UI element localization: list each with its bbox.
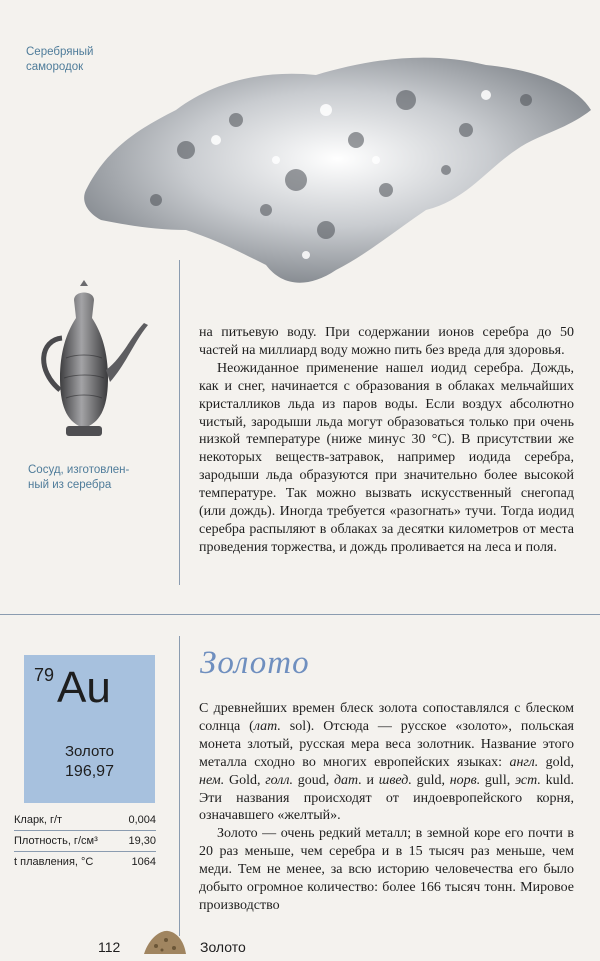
gold-paragraph-1: С древнейших времен блеск золота сопоставлялся с блеском солнца (лат. sol). Отсюда — русское «золото», польская монета злотый, русская мера веса золотник. Название этого металла сходно во многих европейских языках: англ. gold, нем. Gold, голл. goud, дат. и швед. guld, норв. gull, эст. kuld. Эти названия происходят от индоевропейского корня, означавшего «желтый».	[199, 701, 575, 824]
property-value: 1064	[131, 856, 156, 868]
property-label: Кларк, г/т	[14, 814, 63, 826]
property-row-density	[14, 831, 156, 852]
atomic-mass: 196,97	[65, 763, 114, 780]
nugget-caption-line-2: самородок	[26, 61, 84, 73]
property-label: t плавления, °С	[14, 856, 94, 868]
nugget-caption	[26, 45, 93, 75]
column-rule	[179, 260, 180, 585]
property-row-clarke	[14, 810, 156, 831]
jug-caption	[28, 463, 129, 493]
property-value: 0,004	[128, 814, 156, 826]
gold-dust-icon	[142, 928, 188, 956]
element-name: Золото	[64, 743, 115, 760]
silver-paragraph-2: Неожиданное применение нашел иодид серебра. Дождь, как и снег, начинается с образования в облаках мельчайших кристалликов льда из паров воды. Если воздух абсолютно чистый, зародыши льда могут образоваться только при очень низкой температуре (ниже минус 30 °С). В присутствии же некоторых веществ-затравок, например иодида серебра, зародыши льда образуются при значительно более высокой температуре. Так можно вызвать искусственный снегопад (или дождь). Иногда требуется «разогнать» тучи. Тогда иодид серебра распыляют в облаках за десятки километров от места проведения торжества, и дождь проливается на леса и поля.	[199, 360, 574, 555]
page-number: 112	[98, 939, 121, 955]
silver-nugget-image	[66, 40, 596, 300]
section-divider	[0, 614, 600, 615]
element-properties-table	[14, 810, 156, 872]
property-row-melting	[14, 852, 156, 872]
atomic-number: 79	[34, 665, 55, 685]
jug-caption-line-2: ный из серебра	[28, 479, 112, 491]
silver-body-text	[199, 324, 574, 557]
element-card-au	[24, 655, 155, 803]
silver-paragraph-1: на питьевую воду. При содержании ионов серебра до 50 частей на миллиард воду можно пить без вреда для здоровья.	[199, 325, 574, 358]
running-footer-title: Золото	[200, 939, 246, 955]
nugget-caption-line-1: Серебряный	[26, 46, 94, 58]
section-heading-gold: Золото	[200, 645, 310, 681]
column-rule-lower	[179, 636, 180, 936]
jug-caption-line-1: Сосуд, изготовлен-	[28, 464, 130, 476]
element-symbol: Au	[57, 663, 111, 712]
property-value: 19,30	[128, 835, 156, 847]
silver-jug-image	[22, 278, 162, 448]
gold-paragraph-2: Золото — очень редкий металл; в земной коре его почти в 20 раз меньше, чем серебра и в 15 тысяч раз меньше, чем меди. Тем не менее, за всю историю человечества его было добыто огромное количество: более 166 тысяч тонн. Мировое производство	[199, 826, 574, 913]
gold-body-text	[199, 700, 574, 915]
property-label: Плотность, г/см³	[14, 835, 98, 847]
